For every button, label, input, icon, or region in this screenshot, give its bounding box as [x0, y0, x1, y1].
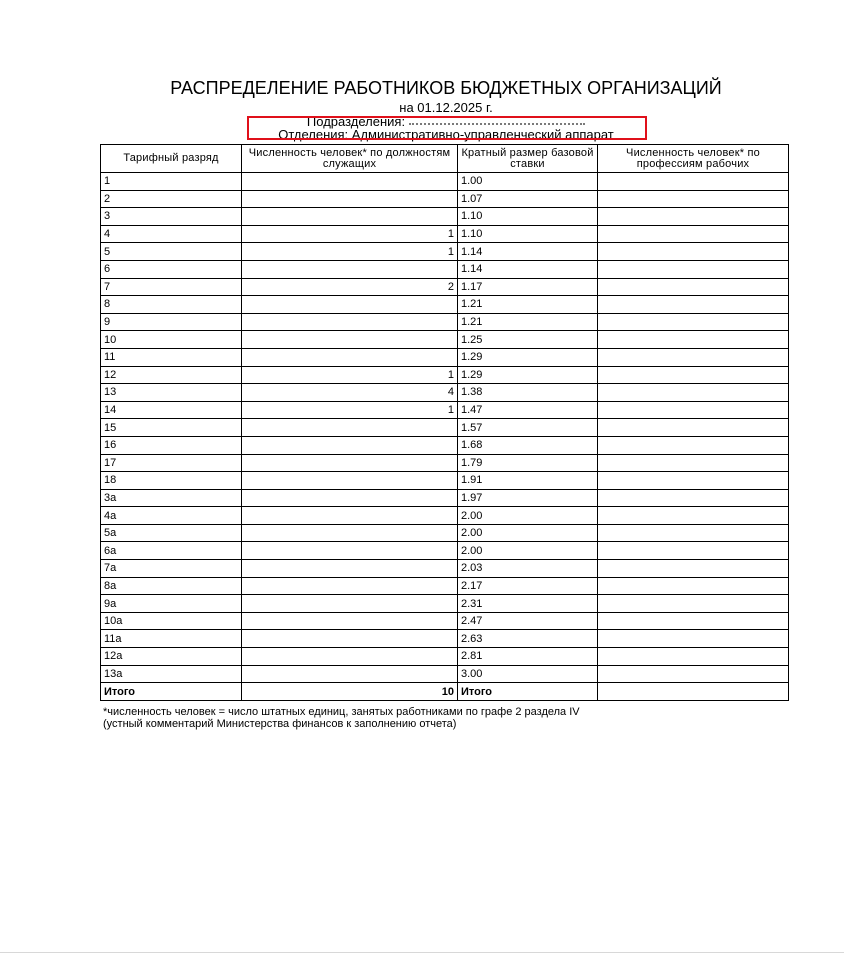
cell-grade: 18: [101, 472, 242, 490]
cell-workers: [598, 208, 789, 226]
cell-multiplier: 2.00: [458, 524, 598, 542]
cell-grade: 6: [101, 260, 242, 278]
table-row: [101, 595, 789, 613]
total-multiplier-label: Итого: [458, 683, 598, 701]
cell-workers: [598, 190, 789, 208]
cell-multiplier: 1.14: [458, 243, 598, 261]
cell-multiplier: 1.10: [458, 208, 598, 226]
cell-workers: [598, 454, 789, 472]
cell-grade: 1: [101, 173, 242, 191]
cell-employees: [242, 630, 458, 648]
table-row: [101, 665, 789, 683]
cell-multiplier: 1.29: [458, 348, 598, 366]
cell-multiplier: 2.17: [458, 577, 598, 595]
cell-multiplier: 1.21: [458, 296, 598, 314]
table-row: [101, 612, 789, 630]
cell-multiplier: 3.00: [458, 665, 598, 683]
table-row: [101, 243, 789, 261]
cell-grade: 6а: [101, 542, 242, 560]
cell-employees: [242, 577, 458, 595]
footnote-line-1: *численность человек = число штатных единиц, занятых работниками по графе 2 раздела IV: [103, 706, 580, 718]
cell-multiplier: 1.29: [458, 366, 598, 384]
cell-workers: [598, 595, 789, 613]
table-row: [101, 577, 789, 595]
cell-multiplier: 1.47: [458, 401, 598, 419]
cell-grade: 11а: [101, 630, 242, 648]
cell-employees: 1: [242, 366, 458, 384]
department-line: Отделения: Административно-управленческий аппарат: [278, 127, 614, 142]
cell-employees: [242, 542, 458, 560]
page-edge: [0, 952, 844, 953]
cell-grade: 13: [101, 384, 242, 402]
cell-workers: [598, 436, 789, 454]
cell-workers: [598, 348, 789, 366]
cell-workers: [598, 278, 789, 296]
table-row: [101, 507, 789, 525]
table-row: [101, 173, 789, 191]
cell-workers: [598, 331, 789, 349]
table-row: [101, 542, 789, 560]
cell-workers: [598, 260, 789, 278]
table-row: [101, 524, 789, 542]
cell-workers: [598, 472, 789, 490]
cell-employees: [242, 313, 458, 331]
table-row: [101, 384, 789, 402]
table-row: [101, 348, 789, 366]
cell-workers: [598, 630, 789, 648]
cell-workers: [598, 507, 789, 525]
cell-workers: [598, 384, 789, 402]
cell-employees: [242, 296, 458, 314]
cell-employees: [242, 648, 458, 666]
cell-employees: [242, 173, 458, 191]
total-label: Итого: [101, 683, 242, 701]
total-row: [101, 683, 789, 701]
cell-employees: [242, 348, 458, 366]
cell-multiplier: 2.00: [458, 542, 598, 560]
cell-grade: 16: [101, 436, 242, 454]
cell-multiplier: 1.91: [458, 472, 598, 490]
cell-multiplier: 2.81: [458, 648, 598, 666]
cell-employees: [242, 208, 458, 226]
cell-grade: 3: [101, 208, 242, 226]
table-row: [101, 648, 789, 666]
header-grade: Тарифный разряд: [101, 145, 242, 173]
cell-multiplier: 1.25: [458, 331, 598, 349]
cell-multiplier: 2.63: [458, 630, 598, 648]
cell-workers: [598, 419, 789, 437]
table-row: [101, 560, 789, 578]
cell-workers: [598, 665, 789, 683]
cell-grade: 12а: [101, 648, 242, 666]
cell-workers: [598, 225, 789, 243]
cell-grade: 9: [101, 313, 242, 331]
cell-grade: 8: [101, 296, 242, 314]
cell-workers: [598, 577, 789, 595]
table-row: [101, 331, 789, 349]
cell-employees: [242, 595, 458, 613]
table-row: [101, 313, 789, 331]
cell-workers: [598, 243, 789, 261]
cell-multiplier: 1.17: [458, 278, 598, 296]
cell-employees: [242, 436, 458, 454]
cell-workers: [598, 313, 789, 331]
cell-employees: [242, 472, 458, 490]
cell-workers: [598, 366, 789, 384]
cell-employees: 4: [242, 384, 458, 402]
cell-workers: [598, 401, 789, 419]
report-date: на 01.12.2025 г.: [399, 100, 493, 115]
cell-multiplier: 1.97: [458, 489, 598, 507]
table-row: [101, 401, 789, 419]
cell-employees: [242, 612, 458, 630]
table-row: [101, 366, 789, 384]
total-workers: [598, 683, 789, 701]
cell-grade: 13а: [101, 665, 242, 683]
distribution-table: [100, 144, 789, 701]
table-row: [101, 419, 789, 437]
cell-workers: [598, 560, 789, 578]
cell-grade: 15: [101, 419, 242, 437]
cell-employees: [242, 190, 458, 208]
table-row: [101, 208, 789, 226]
table-row: [101, 472, 789, 490]
cell-multiplier: 1.57: [458, 419, 598, 437]
table-row: [101, 296, 789, 314]
cell-workers: [598, 648, 789, 666]
cell-employees: [242, 419, 458, 437]
cell-employees: [242, 260, 458, 278]
report-title: РАСПРЕДЕЛЕНИЕ РАБОТНИКОВ БЮДЖЕТНЫХ ОРГАНИЗАЦИЙ: [170, 78, 722, 98]
cell-employees: [242, 507, 458, 525]
cell-grade: 10: [101, 331, 242, 349]
cell-multiplier: 1.10: [458, 225, 598, 243]
subdivision-label: Подразделения:: [306, 114, 406, 129]
cell-workers: [598, 173, 789, 191]
cell-workers: [598, 542, 789, 560]
cell-employees: [242, 489, 458, 507]
cell-multiplier: 1.21: [458, 313, 598, 331]
cell-grade: 5: [101, 243, 242, 261]
cell-grade: 17: [101, 454, 242, 472]
cell-workers: [598, 296, 789, 314]
cell-multiplier: 2.47: [458, 612, 598, 630]
cell-grade: 7а: [101, 560, 242, 578]
cell-workers: [598, 489, 789, 507]
cell-grade: 8а: [101, 577, 242, 595]
cell-multiplier: 1.00: [458, 173, 598, 191]
cell-grade: 10а: [101, 612, 242, 630]
table-row: [101, 278, 789, 296]
cell-grade: 7: [101, 278, 242, 296]
cell-employees: 1: [242, 243, 458, 261]
cell-grade: 2: [101, 190, 242, 208]
header-multiplier: Кратный размер базовой ставки: [458, 145, 598, 173]
header-employees: Численность человек* по должностям служащих: [242, 145, 458, 173]
table-row: [101, 225, 789, 243]
cell-multiplier: 1.07: [458, 190, 598, 208]
cell-grade: 5а: [101, 524, 242, 542]
cell-employees: 2: [242, 278, 458, 296]
table-header-row: [101, 145, 789, 173]
footnote: [103, 706, 580, 730]
cell-employees: [242, 665, 458, 683]
cell-multiplier: 2.31: [458, 595, 598, 613]
table-row: [101, 630, 789, 648]
table-row: [101, 190, 789, 208]
table-row: [101, 454, 789, 472]
cell-employees: [242, 331, 458, 349]
cell-grade: 4а: [101, 507, 242, 525]
header-workers: Численность человек* по профессиям рабочих: [598, 145, 789, 173]
cell-employees: [242, 524, 458, 542]
cell-grade: 3а: [101, 489, 242, 507]
cell-multiplier: 1.68: [458, 436, 598, 454]
cell-grade: 4: [101, 225, 242, 243]
cell-employees: [242, 560, 458, 578]
cell-employees: [242, 454, 458, 472]
cell-grade: 9а: [101, 595, 242, 613]
cell-employees: 1: [242, 401, 458, 419]
cell-multiplier: 2.03: [458, 560, 598, 578]
footnote-line-2: (устный комментарий Министерства финансов к заполнению отчета): [103, 718, 457, 730]
table-row: [101, 436, 789, 454]
cell-grade: 11: [101, 348, 242, 366]
cell-grade: 14: [101, 401, 242, 419]
cell-grade: 12: [101, 366, 242, 384]
table-row: [101, 489, 789, 507]
cell-multiplier: 2.00: [458, 507, 598, 525]
cell-employees: 1: [242, 225, 458, 243]
cell-multiplier: 1.14: [458, 260, 598, 278]
cell-workers: [598, 612, 789, 630]
cell-multiplier: 1.79: [458, 454, 598, 472]
table-row: [101, 260, 789, 278]
highlight-box: [247, 116, 647, 140]
cell-workers: [598, 524, 789, 542]
cell-multiplier: 1.38: [458, 384, 598, 402]
total-employees: 10: [242, 683, 458, 701]
